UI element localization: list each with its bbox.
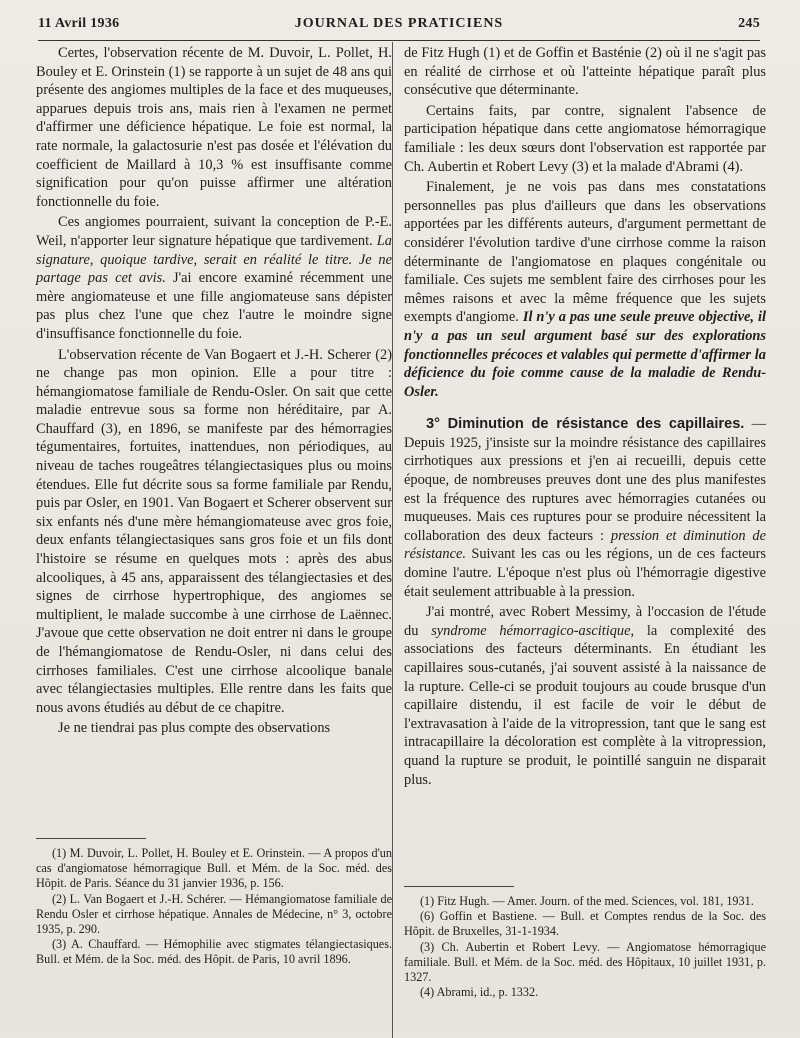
right-footnotes — [404, 894, 766, 1000]
footnote: (2) L. Van Bogaert et J.-H. Schérer. — Hémangiomatose familiale de Rendu Osler et cirrhose hépatique. Annales de Médecine, n° 3, octobre 1935, p. 290. — [36, 891, 392, 937]
left-column — [36, 44, 392, 738]
left-paragraph-2-start: Ces angiomes pourraient, suivant la conception de P.-E. Weil, n'apporter leur signature hépatique que tardivement. — [36, 214, 392, 249]
left-paragraph-4: Je ne tiendrai pas plus compte des observations — [58, 720, 331, 737]
right-paragraph-3-emphasis: Il n'y a pas une seule preuve objective, il n'y a pas un seul argument basé sur des explorations fonctionnelles précoces et valables qui permette d'affirmer la déficience du foie comme cause de la maladie de Rendu-Osler. — [404, 309, 766, 400]
right-footnote-rule — [404, 886, 514, 887]
right-paragraph-3-start: Finalement, je ne vois pas dans mes constatations personnelles pas plus d'ailleurs que dans les observations apportées par les différents auteurs, d'argument permettant de considérer l'évolution tardive d'une cirrhose comme la raison déterminante de l'angiomatose en plaques congénitale ou familiale. Ces sujets me semblent faire des cirrhoses pour les mêmes raisons et avec la même fréquence que les sujets exempts d'angiome. — [404, 179, 766, 326]
footnote: (3) Ch. Aubertin et Robert Levy. — Angiomatose hémorragique familiale. Bull. et Mém. de la Soc. méd. des Hôpitaux, 10 juillet 1931, p. 1327. — [404, 939, 766, 985]
right-column — [404, 44, 766, 789]
right-paragraph-5-start: J'ai montré, avec Robert Messimy, à l'occasion de l'étude du — [404, 604, 766, 639]
right-paragraph-5-end: la complexité des associations des facteurs déterminants. En étudiant les capillaires sous-cutanés, j'ai souvent assisté à la naissance de la rupture. Celle-ci se produit toujours au coude brusque d'un capillaire distendu, il est facile de voir le début de l'extravasation à l'aide de la vitropression, tant que le sang est intracapillaire la décoloration est complète à la vitropression, quand la rupture se produit, le pointillé sanguin ne disparait plus. — [404, 622, 766, 788]
right-paragraph-5-italic: syndrome hémorragico-ascitique, — [431, 622, 635, 639]
right-paragraph-4-start: — Depuis 1925, j'insiste sur la moindre résistance des capillaires cirrhotiques aux pressions et j'en ai recueilli, depuis cette époque, de nombreuses preuves dont une des plus manifestes est la fréquence des ruptures avec hémorragies cutanées ou muqueuses. Mais ces ruptures pour se produire nécessitent la collaboration des deux facteurs : — [404, 416, 766, 544]
footnote: (3) A. Chauffard. — Hémophilie avec stigmates télangiectasiques. Bull. et Mém. de la Soc. méd. des Hôpit. de Paris, 10 avril 1896. — [36, 937, 392, 967]
header-date: 11 Avril 1936 — [38, 16, 120, 31]
section-title: 3° Diminution de résistance des capillaires. — [426, 416, 745, 433]
footnote: (1) M. Duvoir, L. Pollet, H. Bouley et E. Orinstein. — A propos d'un cas d'angiomatose hémorragique Bull. et Mém. de la Soc. méd. des Hôpit. de Paris. Séance du 31 janvier 1936, p. 156. — [36, 846, 392, 891]
right-paragraph-4-end: Suivant les cas ou les régions, un de ces facteurs domine l'autre. L'époque n'est plus où l'hémorragie digestive était seulement attribuable à la pression. — [404, 546, 766, 600]
left-footnote-rule — [36, 838, 146, 839]
right-paragraph-5 — [404, 603, 766, 789]
footnote: (6) Goffin et Bastiene. — Bull. et Comptes rendus de la Soc. des Hôpit. de Bruxelles, 31-1-1934. — [404, 909, 766, 939]
right-paragraph-4-italic: pression et diminution de résistance. — [404, 527, 766, 563]
right-paragraph-4 — [404, 415, 766, 601]
right-paragraph-2: Certains faits, par contre, signalent l'absence de participation hépatique dans cette angiomatose hémorragique familiale : les deux sœurs dont l'observation est rapportée par Ch. Aubertin et Robert Levy (3) et la malade d'Abrami (4). — [404, 102, 766, 175]
footnote: (1) Fitz Hugh. — Amer. Journ. of the med. Sciences, vol. 181, 1931. — [420, 894, 754, 908]
right-paragraph-1: de Fitz Hugh (1) et de Goffin et Basténie (2) où il ne s'agit pas en réalité de cirrhose et où l'atteinte hépatique paraît plus consécutive que déterminante. — [404, 45, 766, 99]
header-page-number: 245 — [738, 16, 760, 31]
right-paragraph-3 — [404, 178, 766, 401]
page-header — [38, 14, 760, 41]
left-paragraph-2-end: J'ai encore examiné récemment une mère angiomateuse et une fille angiomateuse sans dépister pas plus chez l'une que chez l'autre le moindre signe d'insuffisance fonctionnelle du foie. — [36, 270, 392, 342]
left-paragraph-2 — [36, 213, 392, 343]
left-paragraph-3: L'observation récente de Van Bogaert et J.-H. Scherer (2) ne change pas mon opinion. Elle a pour titre : hémangiomatose familiale de Rendu-Osler. On sait que cette maladie entrevue sous sa forme non héréditaire, par A. Chauffard (3), en 1896, se manifeste par des hémorragies tégumentaires, fortuites, inattendues, non périodiques, au niveau de taches rougeâtres télangiectasiques plus ou moins étendues. Elle fut décrite sous sa forme familiale par Rendu, puis par Osler, en 1901. Van Bogaert et Scherer observent sur six enfants nés d'une mère hémangiomateuse avec gros foie, deux enfants télangiectasiques sans gros foie et un fils dont l'histoire se résume en quelques mots : après des abus alcooliques, à 45 ans, apparaissent des télangiectasies et des signes de cirrhose hypertrophique, des angiomes se multiplient, le malade succombe à une cirrhose de Laënnec. J'avoue que cette observation ne doit entrer ni dans le groupe de l'hémangiomatose de Rendu-Osler, ni dans celui des cirrhoses familiales. C'est une cirrhose alcoolique banale avec télangiectasies multiples. Elle rentre dans les faits que nous avons étudiés au début de ce chapitre. — [36, 346, 392, 716]
header-journal-title: JOURNAL DES PRATICIENS — [294, 16, 504, 31]
left-paragraph-1: Certes, l'observation récente de M. Duvoir, L. Pollet, H. Bouley et E. Orinstein (1) se rapporte à un sujet de 48 ans qui présente des angiomes multiples de la face et des muqueuses, apparues depuis trois ans, mais rien à l'examen ne permet d'affirmer une déficience hépatique. Le foie est normal, la rate normale, la galactosurie n'est pas dosée et l'élévation du coefficient de Maillard à 10,3 % est insuffisante comme signification pour qu'on puisse affirmer une altération fonctionnelle du foie. — [36, 45, 392, 210]
footnote: (4) Abrami, id., p. 1332. — [420, 985, 539, 1000]
column-divider — [392, 42, 393, 1038]
left-paragraph-2-italic: La signature, quoique tardive, serait en réalité le titre. Je ne partage pas cet avis. — [36, 232, 392, 287]
left-footnotes — [36, 846, 392, 968]
